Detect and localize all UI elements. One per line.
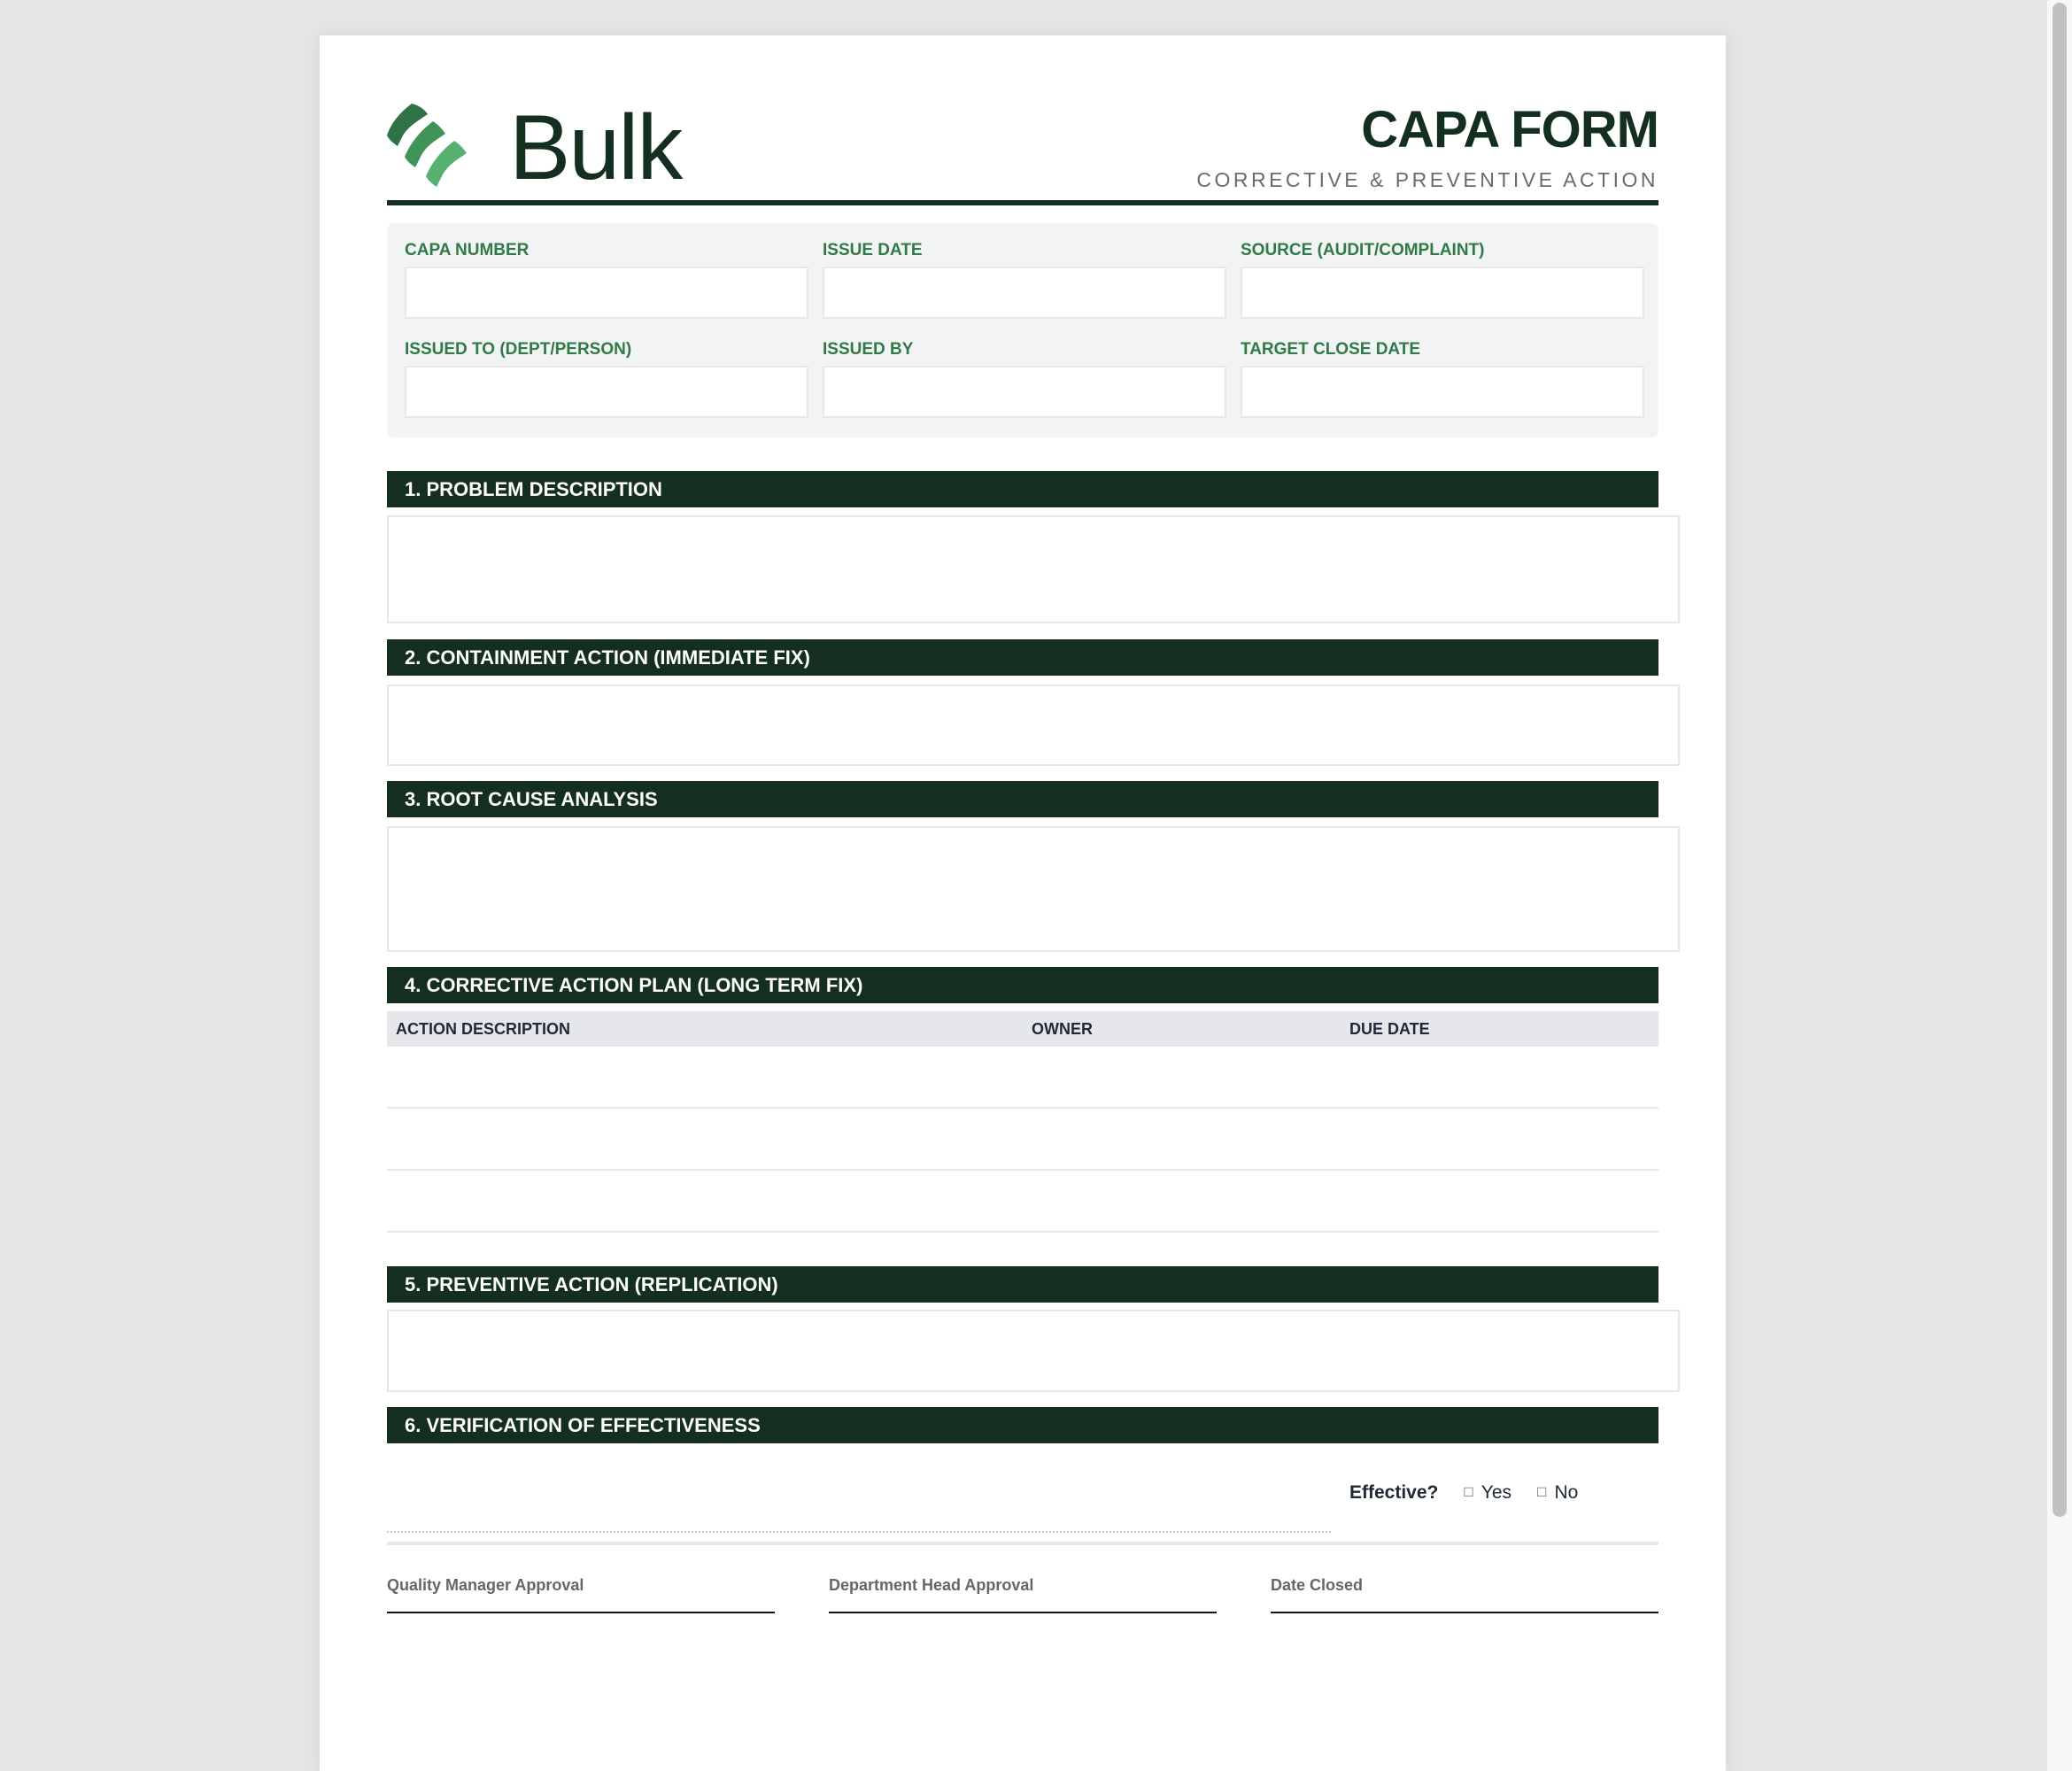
source-field: [1241, 242, 1644, 319]
column-header-due-date: DUE DATE: [1349, 1020, 1430, 1038]
section-header-corrective-action-plan: 4. CORRECTIVE ACTION PLAN (LONG TERM FIX): [387, 967, 1658, 1003]
table-row: [387, 1171, 1658, 1233]
section-header-containment-action: 2. CONTAINMENT ACTION (IMMEDIATE FIX): [387, 639, 1658, 676]
capa-number-input[interactable]: [405, 267, 808, 319]
signature-line[interactable]: [829, 1612, 1217, 1613]
signature-label: Date Closed: [1271, 1576, 1364, 1594]
source-input[interactable]: [1241, 267, 1644, 319]
root-cause-analysis-textarea[interactable]: [387, 826, 1680, 952]
target-close-date-input[interactable]: [1241, 366, 1644, 418]
brand-logo: [387, 97, 759, 199]
section-header-problem-description: 1. PROBLEM DESCRIPTION: [387, 471, 1658, 507]
due-date-cell[interactable]: [1341, 1047, 1658, 1107]
issue-date-field: [823, 242, 1226, 319]
header-divider: [387, 200, 1658, 205]
brand-name: Bulk: [509, 97, 682, 199]
effective-yes-option[interactable]: [1463, 1482, 1511, 1503]
action-description-cell[interactable]: [387, 1171, 1023, 1231]
scrollbar-thumb[interactable]: [2053, 3, 2067, 1517]
column-header-owner: OWNER: [1032, 1020, 1093, 1038]
issued-to-field: [405, 341, 808, 418]
verification-notes-line[interactable]: [387, 1531, 1331, 1533]
checkbox-icon[interactable]: ☐: [1535, 1485, 1548, 1499]
section-header-preventive-action: 5. PREVENTIVE ACTION (REPLICATION): [387, 1266, 1658, 1303]
effective-label: Effective?: [1349, 1482, 1439, 1503]
field-label: SOURCE (AUDIT/COMPLAINT): [1241, 241, 1485, 259]
issued-by-field: [823, 341, 1226, 418]
issued-by-input[interactable]: [823, 366, 1226, 418]
action-table-header: [387, 1011, 1658, 1047]
due-date-cell[interactable]: [1341, 1109, 1658, 1169]
section-header-verification: 6. VERIFICATION OF EFFECTIVENESS: [387, 1407, 1658, 1443]
containment-action-textarea[interactable]: [387, 684, 1680, 766]
effective-no-option[interactable]: [1536, 1482, 1578, 1503]
capa-number-field: [405, 242, 808, 319]
target-close-date-field: [1241, 341, 1644, 418]
due-date-cell[interactable]: [1341, 1171, 1658, 1231]
action-description-cell[interactable]: [387, 1047, 1023, 1107]
issue-date-input[interactable]: [823, 267, 1226, 319]
preventive-action-textarea[interactable]: [387, 1310, 1680, 1392]
date-closed-signature: [1271, 1574, 1658, 1613]
quality-manager-signature: [387, 1574, 775, 1613]
department-head-signature: [829, 1574, 1217, 1613]
signature-divider: [387, 1542, 1658, 1545]
table-row: [387, 1047, 1658, 1109]
effective-question: [1349, 1479, 1578, 1505]
signature-label: Department Head Approval: [829, 1576, 1034, 1594]
table-row: [387, 1109, 1658, 1171]
field-label: ISSUE DATE: [823, 241, 923, 259]
owner-cell[interactable]: [1023, 1109, 1341, 1169]
owner-cell[interactable]: [1023, 1047, 1341, 1107]
field-label: TARGET CLOSE DATE: [1241, 340, 1421, 359]
action-description-cell[interactable]: [387, 1109, 1023, 1169]
info-panel: [387, 223, 1658, 437]
problem-description-textarea[interactable]: [387, 515, 1680, 623]
option-label-no: No: [1554, 1482, 1579, 1503]
vertical-scrollbar[interactable]: [2047, 0, 2072, 1771]
form-page: [320, 35, 1726, 1771]
signature-line[interactable]: [1271, 1612, 1658, 1613]
issued-to-input[interactable]: [405, 366, 808, 418]
field-label: ISSUED TO (DEPT/PERSON): [405, 340, 632, 359]
owner-cell[interactable]: [1023, 1171, 1341, 1231]
form-title: CAPA FORM: [1361, 101, 1658, 159]
field-label: CAPA NUMBER: [405, 241, 530, 259]
signature-label: Quality Manager Approval: [387, 1576, 584, 1594]
field-label: ISSUED BY: [823, 340, 914, 359]
form-subtitle: CORRECTIVE & PREVENTIVE ACTION: [1196, 168, 1658, 191]
signature-line[interactable]: [387, 1612, 775, 1613]
checkbox-icon[interactable]: ☐: [1463, 1485, 1474, 1499]
title-block: [1196, 101, 1658, 192]
column-header-action-description: ACTION DESCRIPTION: [396, 1020, 571, 1038]
option-label-yes: Yes: [1481, 1482, 1512, 1503]
stripes-logo-icon: [387, 102, 481, 196]
section-header-root-cause-analysis: 3. ROOT CAUSE ANALYSIS: [387, 781, 1658, 817]
